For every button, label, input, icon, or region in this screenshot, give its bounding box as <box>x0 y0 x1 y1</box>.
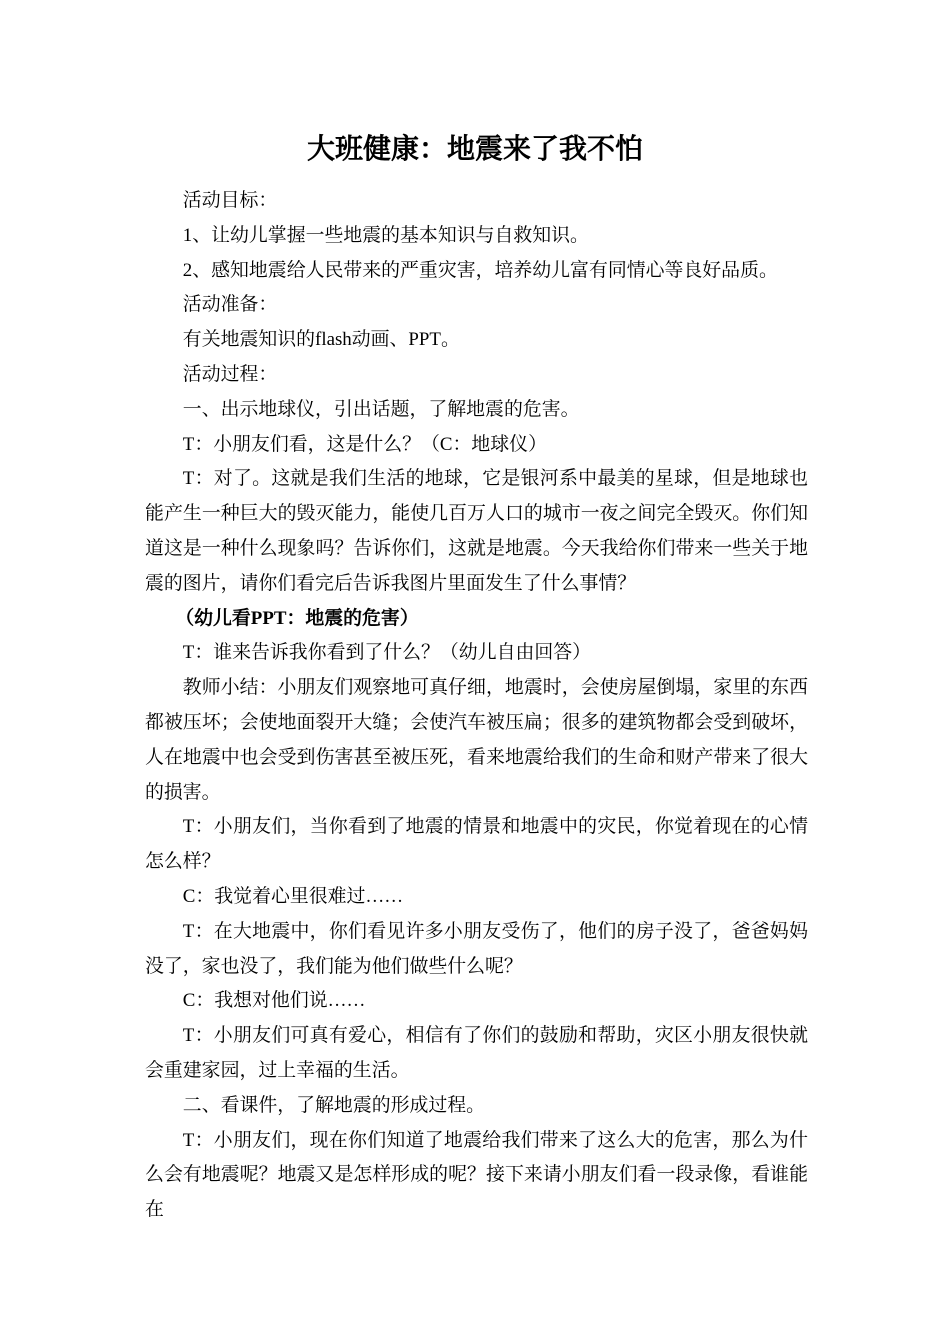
paragraph: 2、感知地震给人民带来的严重灾害，培养幼儿富有同情心等良好品质。 <box>182 259 778 281</box>
paragraph: 教师小结：小朋友们观察地可真仔细，地震时，会使房屋倒塌，家里的东西都被压坏；会使地面裂开大缝；会使汽车被压扁；很多的建筑物都会受到破坏，人在地震中也会受到伤害甚至被压死，看来地震给我们的生命和财产带来了很大的损害。 <box>145 677 808 803</box>
paragraph: T：小朋友们，现在你们知道了地震给我们带来了这么大的危害，那么为什么会有地震呢？地震又是怎样形成的呢？接下来请小朋友们看一段录像，看谁能在 <box>145 1129 808 1221</box>
paragraph: T：在大地震中，你们看见许多小朋友受伤了，他们的房子没了，爸爸妈妈没了，家也没了，我们能为他们做些什么呢？ <box>145 920 808 977</box>
paragraph: 活动过程： <box>182 363 278 385</box>
paragraph: C：我想对他们说…… <box>182 990 366 1012</box>
paragraph: T：小朋友们，当你看到了地震的情景和地震中的灾民，你觉着现在的心情怎么样？ <box>145 816 808 873</box>
paragraph: T：对了。这就是我们生活的地球，它是银河系中最美的星球，但是地球也能产生一种巨大的毁灭能力，能使几百万人口的城市一夜之间完全毁灭。你们知道这是一种什么现象吗？告诉你们，这就是地震。今天我给你们带来一些关于地震的图片，请你们看完后告诉我图片里面发生了什么事情？ <box>145 468 808 594</box>
paragraph: 有关地震知识的flash动画、PPT。 <box>182 329 460 351</box>
paragraph: 1、让幼儿掌握一些地震的基本知识与自救知识。 <box>182 224 589 246</box>
paragraph: 活动目标： <box>182 190 278 211</box>
paragraph: 一、出示地球仪，引出话题，了解地震的危害。 <box>182 398 580 420</box>
document-body <box>145 184 808 1228</box>
paragraph: T：小朋友们可真有爱心，相信有了你们的鼓励和帮助，灾区小朋友很快就会重建家园，过上幸福的生活。 <box>145 1025 808 1081</box>
paragraph: 活动准备： <box>182 294 278 316</box>
paragraph: 二、看课件，了解地震的形成过程。 <box>182 1094 486 1116</box>
paragraph: T：谁来告诉我你看到了什么？（幼儿自由回答） <box>182 642 592 664</box>
document-title: 大班健康：地震来了我不怕 <box>306 134 643 165</box>
paragraph: （幼儿看PPT：地震的危害） <box>175 607 419 629</box>
paragraph: T：小朋友们看，这是什么？（C：地球仪） <box>182 433 547 455</box>
paragraph: C：我觉着心里很难过…… <box>182 885 404 907</box>
